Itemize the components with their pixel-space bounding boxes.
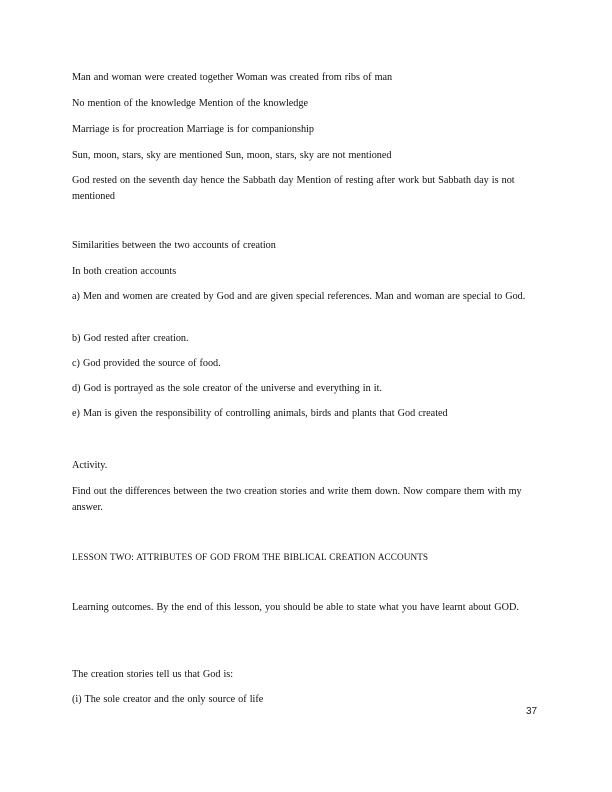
creation-intro: The creation stories tell us that God is: xyxy=(72,669,234,680)
similarity-item-d: d) God is portrayed as the sole creator of the universe and everything in it. xyxy=(72,383,382,394)
difference-line-2: No mention of the knowledge Mention of the knowledge xyxy=(72,98,308,109)
activity-text: Find out the differences between the two creation stories and write them down. Now compare them with my answer. xyxy=(72,486,522,513)
similarities-heading: Similarities between the two accounts of creation xyxy=(72,240,276,251)
difference-line-1: Man and woman were created together Woman was created from ribs of man xyxy=(72,72,393,83)
similarity-item-c: c) God provided the source of food. xyxy=(72,358,221,369)
attribute-item-1: (i) The sole creator and the only source of life xyxy=(72,694,264,705)
page-number: 37 xyxy=(526,706,538,717)
similarity-item-e: e) Man is given the responsibility of controlling animals, birds and plants that God created xyxy=(72,408,448,419)
difference-line-4: Sun, moon, stars, sky are mentioned Sun, moon, stars, sky are not mentioned xyxy=(72,150,392,161)
activity-heading: Activity. xyxy=(72,460,108,471)
lesson-title: LESSON TWO: ATTRIBUTES OF GOD FROM THE BIBLICAL CREATION ACCOUNTS xyxy=(72,552,429,562)
similarity-item-a: a) Men and women are created by God and are given special references. Man and woman are special to God. xyxy=(72,291,526,302)
similarities-intro: In both creation accounts xyxy=(72,266,177,277)
similarity-item-b: b) God rested after creation. xyxy=(72,333,189,344)
learning-outcomes: Learning outcomes. By the end of this lesson, you should be able to state what you have learnt about GOD. xyxy=(72,602,519,613)
difference-line-5: God rested on the seventh day hence the Sabbath day Mention of resting after work but Sabbath day is not mentioned xyxy=(72,175,515,202)
difference-line-3: Marriage is for procreation Marriage is for companionship xyxy=(72,124,314,135)
